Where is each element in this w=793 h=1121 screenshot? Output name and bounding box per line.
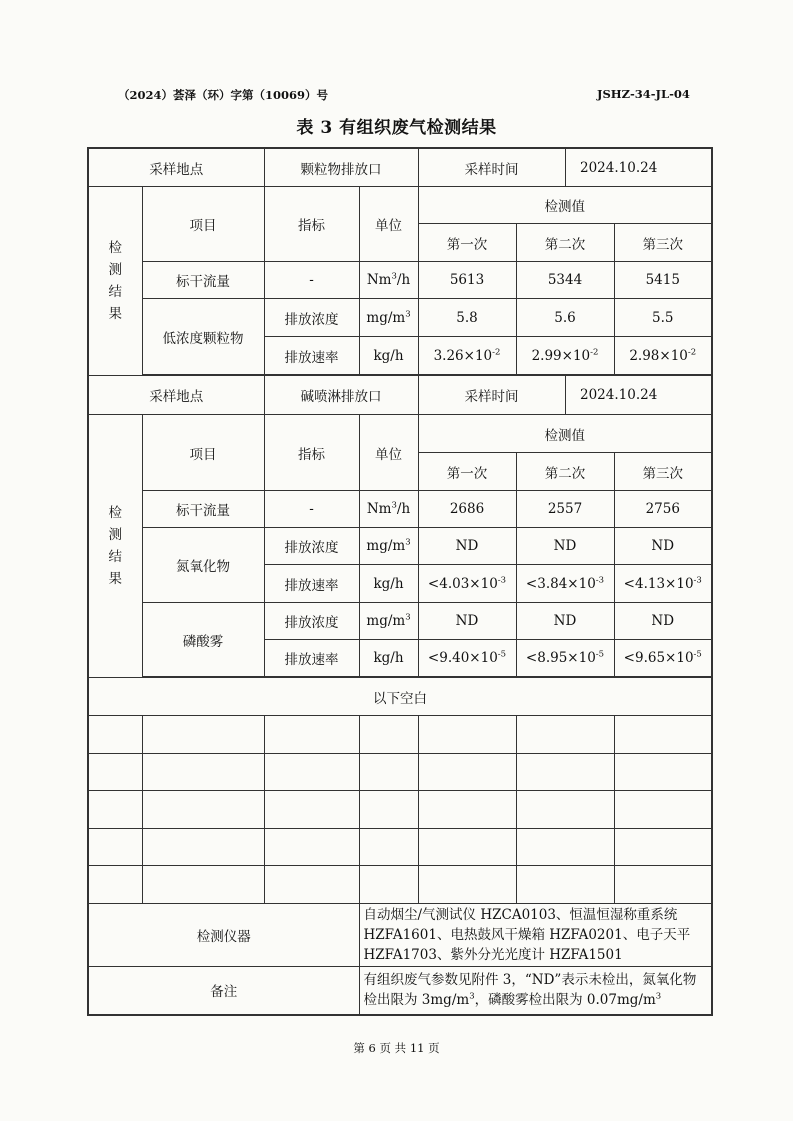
s1-rate-v1-base: 3.26×10 bbox=[433, 347, 493, 364]
s2-site-label: 采样地点 bbox=[88, 376, 264, 415]
s2-p-conc-index: 排放浓度 bbox=[264, 603, 359, 640]
s1-conc-v1: 5.8 bbox=[418, 299, 516, 337]
empty-cell bbox=[516, 754, 614, 791]
s2-nox-name: 氮氧化物 bbox=[142, 528, 264, 603]
s2-flow-v3: 2756 bbox=[614, 491, 712, 528]
s1-rate-v2-base: 2.99×10 bbox=[531, 347, 591, 364]
s1-site-label: 采样地点 bbox=[88, 148, 264, 187]
s2-flow-item: 标干流量 bbox=[142, 491, 264, 528]
s1-flow-item: 标干流量 bbox=[142, 262, 264, 299]
empty-cell bbox=[264, 791, 359, 829]
s1-col-values: 检测值 bbox=[418, 187, 712, 224]
empty-cell bbox=[516, 716, 614, 754]
s1-rate-v1-exp: -2 bbox=[492, 347, 501, 357]
s2-nox-conc-v3: ND bbox=[614, 528, 712, 565]
s1-flow-unit-base: Nm bbox=[366, 272, 392, 288]
s1-time-value bbox=[580, 148, 712, 187]
empty-cell bbox=[516, 866, 614, 904]
s1-conc-unit-exp: 3 bbox=[405, 309, 411, 319]
s2-nox-conc-unit bbox=[359, 528, 418, 565]
s2-head-row1 bbox=[88, 415, 712, 453]
s2-side-label bbox=[88, 415, 142, 678]
s2-p-rate-v3-base: <9.65×10 bbox=[623, 650, 694, 666]
s1-col-index: 指标 bbox=[264, 187, 359, 262]
s2-flow-unit bbox=[359, 491, 418, 528]
empty-cell bbox=[88, 791, 142, 829]
s2-flow-index: - bbox=[264, 491, 359, 528]
remarks-row bbox=[88, 967, 712, 1015]
s2-nox-rate-v2-base: <3.84×10 bbox=[525, 575, 596, 592]
s1-flow-v3: 5415 bbox=[614, 262, 712, 299]
empty-cell bbox=[614, 716, 712, 754]
s2-flow-row bbox=[88, 491, 712, 528]
empty-cell bbox=[142, 829, 264, 866]
s2-nox-conc-unit-exp: 3 bbox=[405, 537, 411, 548]
s1-site-value: 颗粒物排放口 bbox=[264, 148, 418, 187]
empty-cell bbox=[614, 791, 712, 829]
instruments-label: 检测仪器 bbox=[88, 904, 359, 967]
s2-p-conc-v3: ND bbox=[614, 603, 712, 640]
empty-cell bbox=[418, 716, 516, 754]
empty-cell bbox=[359, 829, 418, 866]
s2-p-conc-unit-exp: 3 bbox=[405, 612, 411, 623]
s1-col-unit: 单位 bbox=[359, 187, 418, 262]
empty-row bbox=[88, 754, 712, 791]
remarks-label: 备注 bbox=[88, 967, 359, 1015]
s1-rate-unit: kg/h bbox=[359, 337, 418, 375]
s2-col-values: 检测值 bbox=[418, 415, 712, 453]
empty-cell bbox=[88, 829, 142, 866]
s2-run-2: 第二次 bbox=[516, 453, 614, 491]
remarks-text-a: 有组织废气参数见附件 3，“ND”表示未检出，氮氧化物检出限为 3mg/m bbox=[363, 972, 697, 1009]
s1-conc-v3: 5.5 bbox=[614, 299, 712, 337]
s2-p-conc-row bbox=[88, 603, 712, 640]
s1-run-1: 第一次 bbox=[418, 224, 516, 262]
s2-p-rate-v2 bbox=[516, 640, 614, 677]
s2-flow-unit-exp: 3 bbox=[391, 500, 397, 511]
s2-side-label-text: 检测结果 bbox=[108, 505, 122, 587]
s2-run-1: 第一次 bbox=[418, 453, 516, 491]
s2-nox-conc-index: 排放浓度 bbox=[264, 528, 359, 565]
s2-nox-conc-unit-base: mg/m bbox=[366, 538, 406, 554]
results-table bbox=[87, 147, 713, 1016]
s2-nox-conc-v1: ND bbox=[418, 528, 516, 565]
s1-rate-v3-exp: -2 bbox=[687, 347, 697, 357]
empty-cell bbox=[88, 866, 142, 904]
remarks-text-exp2: 3 bbox=[655, 991, 662, 1002]
empty-row bbox=[88, 866, 712, 904]
page-footer: 第 6 页 共 11 页 bbox=[353, 1041, 440, 1055]
s2-nox-rate-unit: kg/h bbox=[359, 565, 418, 603]
s2-site-value: 碱喷淋排放口 bbox=[264, 376, 418, 415]
s1-run-3: 第三次 bbox=[614, 224, 712, 262]
s2-nox-rate-v2-exp: -3 bbox=[595, 575, 605, 585]
s1-conc-v2: 5.6 bbox=[516, 299, 614, 337]
empty-cell bbox=[359, 754, 418, 791]
s2-p-rate-v2-exp: -5 bbox=[595, 649, 605, 660]
s1-rate-v2 bbox=[516, 337, 614, 375]
s2-p-conc-unit-base: mg/m bbox=[366, 613, 406, 629]
s2-nox-rate-v3-exp: -3 bbox=[693, 575, 702, 585]
blank-note: 以下空白 bbox=[88, 678, 712, 716]
s2-time-label-text: 采样时间 bbox=[419, 376, 566, 414]
s1-pollutant-name: 低浓度颗粒物 bbox=[142, 299, 264, 375]
s1-time-value-text: 2024.10.24 bbox=[580, 159, 658, 176]
empty-cell bbox=[516, 829, 614, 866]
s2-nox-rate-index: 排放速率 bbox=[264, 565, 359, 603]
s1-site-row bbox=[88, 148, 712, 187]
s2-flow-v2: 2557 bbox=[516, 491, 614, 528]
s1-col-item: 项目 bbox=[142, 187, 264, 262]
s2-p-conc-unit bbox=[359, 603, 418, 640]
empty-cell bbox=[264, 829, 359, 866]
s2-p-rate-v1-exp: -5 bbox=[497, 649, 507, 660]
empty-cell bbox=[88, 716, 142, 754]
s2-flow-unit-tail: /h bbox=[396, 501, 411, 517]
empty-cell bbox=[359, 866, 418, 904]
report-number: （2024）荟泽（环）字第（10069）号 bbox=[118, 88, 329, 102]
empty-cell bbox=[614, 829, 712, 866]
empty-cell bbox=[359, 791, 418, 829]
s2-p-rate-v2-base: <8.95×10 bbox=[525, 650, 596, 666]
s2-nox-rate-v3-base: <4.13×10 bbox=[623, 575, 694, 592]
s1-rate-index: 排放速率 bbox=[264, 337, 359, 375]
s1-flow-unit-exp: 3 bbox=[391, 271, 397, 282]
s2-flow-unit-base: Nm bbox=[366, 501, 392, 517]
empty-row bbox=[88, 716, 712, 754]
s2-time-value bbox=[580, 376, 712, 415]
s1-time-label-text: 采样时间 bbox=[419, 149, 566, 186]
blank-note-row bbox=[88, 678, 712, 716]
s1-conc-row bbox=[88, 299, 712, 337]
empty-cell bbox=[614, 866, 712, 904]
empty-cell bbox=[264, 866, 359, 904]
s2-p-rate-unit: kg/h bbox=[359, 640, 418, 677]
remarks-text bbox=[359, 967, 712, 1015]
s2-nox-rate-v1-exp: -3 bbox=[497, 575, 507, 585]
s1-flow-row bbox=[88, 262, 712, 299]
s2-run-3: 第三次 bbox=[614, 453, 712, 491]
s2-p-conc-v1: ND bbox=[418, 603, 516, 640]
empty-cell bbox=[516, 791, 614, 829]
s1-rate-v3 bbox=[614, 337, 712, 375]
s2-nox-rate-v1-base: <4.03×10 bbox=[427, 575, 498, 592]
table-title: 表 3 有组织废气检测结果 bbox=[296, 118, 497, 138]
s2-time-value-text: 2024.10.24 bbox=[580, 387, 658, 403]
s1-flow-v1: 5613 bbox=[418, 262, 516, 299]
empty-cell bbox=[142, 791, 264, 829]
s1-run-2: 第二次 bbox=[516, 224, 614, 262]
empty-cell bbox=[142, 754, 264, 791]
s1-flow-unit-tail: /h bbox=[396, 272, 411, 288]
s2-p-rate-index: 排放速率 bbox=[264, 640, 359, 677]
empty-cell bbox=[142, 716, 264, 754]
s1-side-label-text: 检测结果 bbox=[108, 240, 122, 322]
s1-rate-v1 bbox=[418, 337, 516, 375]
s2-nox-rate-v1 bbox=[418, 565, 516, 603]
s1-conc-unit-base: mg/m bbox=[366, 309, 406, 326]
s1-flow-unit bbox=[359, 262, 418, 299]
s1-side-label bbox=[88, 187, 142, 376]
s2-p-rate-v1-base: <9.40×10 bbox=[427, 650, 498, 666]
instruments-row bbox=[88, 904, 712, 967]
s2-site-row bbox=[88, 376, 712, 415]
empty-cell bbox=[418, 866, 516, 904]
s2-p-conc-v2: ND bbox=[516, 603, 614, 640]
s1-head-row1 bbox=[88, 187, 712, 224]
empty-cell bbox=[142, 866, 264, 904]
empty-cell bbox=[418, 791, 516, 829]
empty-cell bbox=[264, 754, 359, 791]
s1-rate-v2-exp: -2 bbox=[590, 347, 599, 357]
s2-nox-rate-v3 bbox=[614, 565, 712, 603]
s2-col-unit: 单位 bbox=[359, 415, 418, 491]
s2-p-rate-v3-exp: -5 bbox=[693, 649, 702, 660]
s2-nox-rate-v2 bbox=[516, 565, 614, 603]
s2-col-item: 项目 bbox=[142, 415, 264, 491]
form-code: JSHZ-34-JL-04 bbox=[597, 87, 690, 101]
s2-col-index: 指标 bbox=[264, 415, 359, 491]
empty-row bbox=[88, 791, 712, 829]
empty-cell bbox=[264, 716, 359, 754]
empty-cell bbox=[359, 716, 418, 754]
s2-nox-conc-v2: ND bbox=[516, 528, 614, 565]
remarks-text-b: ，磷酸雾检出限为 0.07mg/m bbox=[474, 992, 656, 1009]
s1-rate-v3-base: 2.98×10 bbox=[629, 347, 688, 364]
s1-conc-unit bbox=[359, 299, 418, 337]
empty-row bbox=[88, 829, 712, 866]
s2-flow-v1: 2686 bbox=[418, 491, 516, 528]
instruments-text: 自动烟尘/气测试仪 HZCA0103、恒温恒湿称重系统 HZFA1601、电热鼓风干燥箱 HZFA0201、电子天平 HZFA1703、紫外分光光度计 HZFA1501 bbox=[359, 904, 712, 967]
empty-cell bbox=[88, 754, 142, 791]
empty-cell bbox=[418, 754, 516, 791]
s1-conc-index: 排放浓度 bbox=[264, 299, 359, 337]
s1-flow-v2: 5344 bbox=[516, 262, 614, 299]
s2-p-rate-v1 bbox=[418, 640, 516, 677]
s2-nox-conc-row bbox=[88, 528, 712, 565]
remarks-text-exp: 3 bbox=[469, 991, 475, 1002]
s1-flow-index: - bbox=[264, 262, 359, 299]
empty-cell bbox=[614, 754, 712, 791]
empty-cell bbox=[418, 829, 516, 866]
s2-p-name: 磷酸雾 bbox=[142, 603, 264, 677]
s2-p-rate-v3 bbox=[614, 640, 712, 677]
